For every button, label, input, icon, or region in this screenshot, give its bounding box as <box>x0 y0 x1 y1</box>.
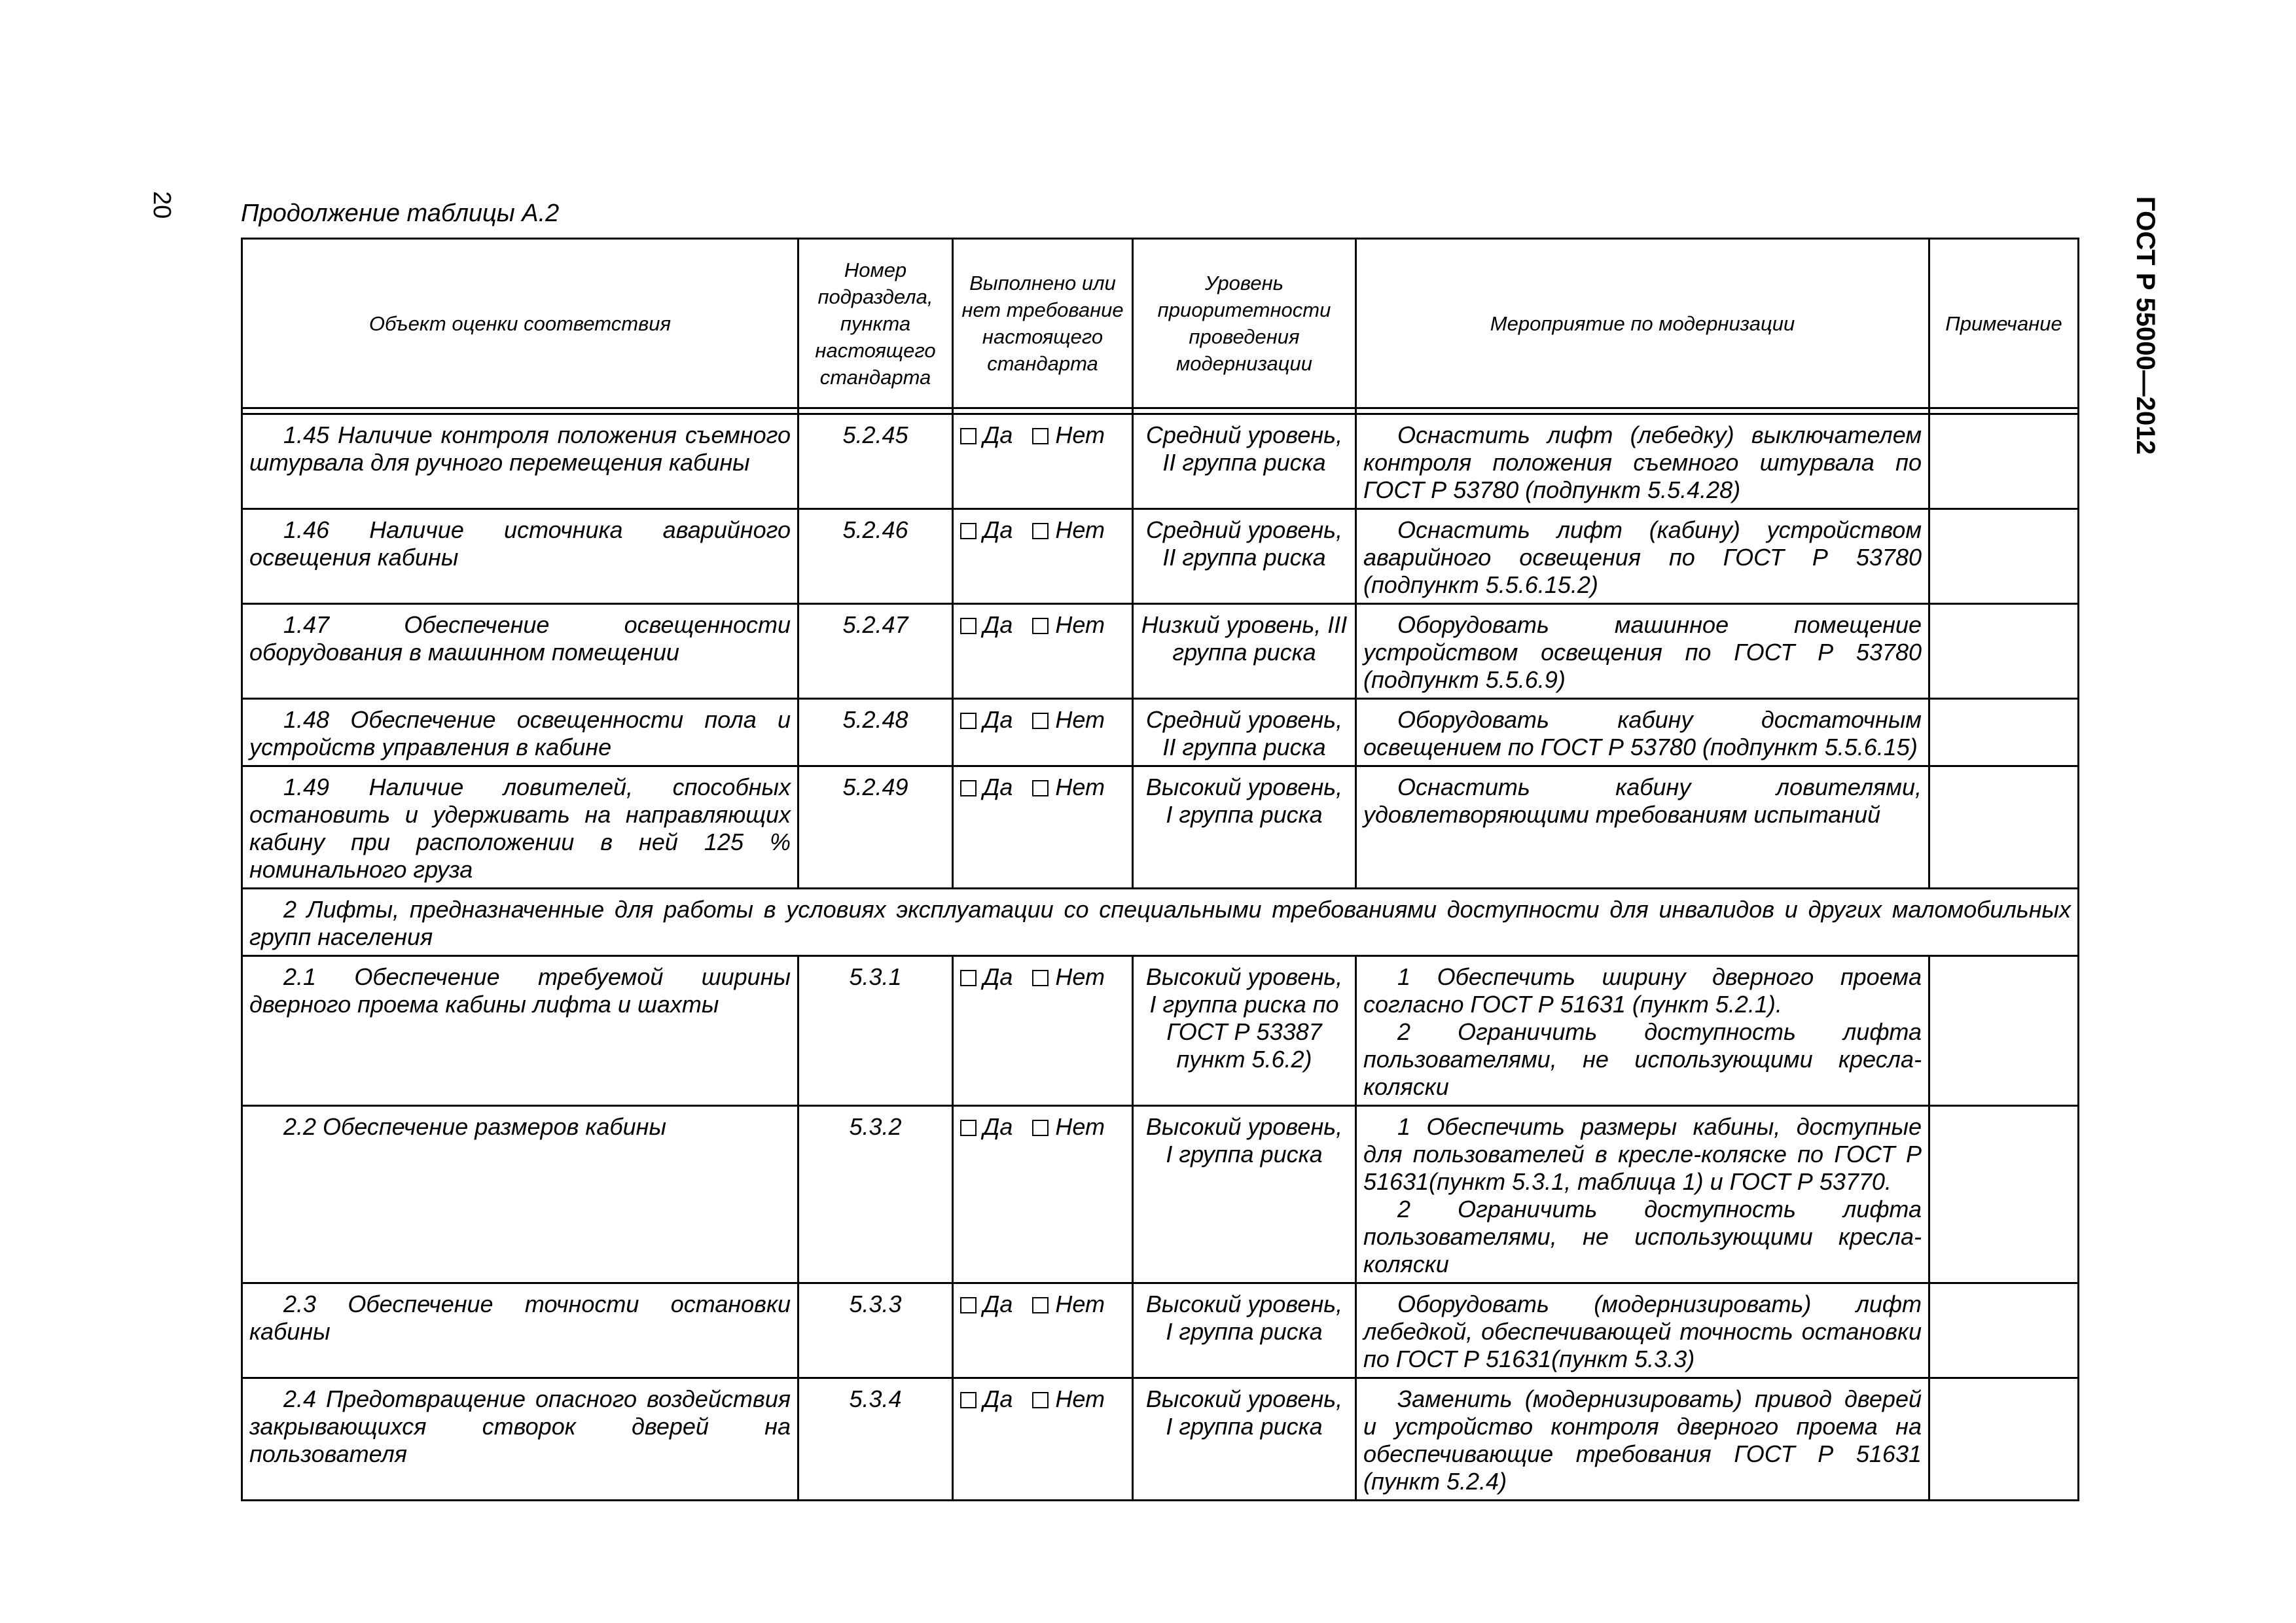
cell-object: 2.1 Обеспечение требуемой ширины дверного проема кабины лифта и шахты <box>242 956 798 1106</box>
measure-paragraph: Оснастить лифт (лебедку) выключателем контроля положения съемного штурвала по ГОСТ Р 53780 (подпункт 5.5.4.28) <box>1363 421 1922 503</box>
cell-clause: 5.2.48 <box>798 699 953 766</box>
cell-object: 1.45 Наличие контроля положения съемного штурвала для ручного перемещения кабины <box>242 414 798 509</box>
cell-measure <box>1356 766 1929 889</box>
cell-clause: 5.3.1 <box>798 956 953 1106</box>
cell-note <box>1929 699 2079 766</box>
cell-fulfilled <box>953 1106 1133 1283</box>
cell-priority: Высокий уровень, I группа риска <box>1133 1283 1356 1378</box>
option-no[interactable] <box>1032 774 1105 801</box>
cell-fulfilled <box>953 699 1133 766</box>
option-yes[interactable] <box>960 706 1013 734</box>
checkbox-label: Да <box>983 1385 1013 1412</box>
cell-measure <box>1356 414 1929 509</box>
checkbox-icon[interactable] <box>1032 428 1049 444</box>
option-yes[interactable] <box>960 516 1013 544</box>
checkbox-icon[interactable] <box>960 523 977 539</box>
cell-clause: 5.3.4 <box>798 1378 953 1501</box>
option-yes[interactable] <box>960 963 1013 991</box>
option-yes[interactable] <box>960 421 1013 449</box>
cell-note <box>1929 414 2079 509</box>
checkbox-label: Нет <box>1055 774 1105 800</box>
table-row <box>242 1283 2079 1378</box>
cell-priority: Низкий уровень, III группа риска <box>1133 604 1356 699</box>
header-clause: Номер подраздела, пункта настоящего стандарта <box>798 239 953 408</box>
header-measure: Мероприятие по модернизации <box>1356 239 1929 408</box>
checkbox-label: Нет <box>1055 706 1105 733</box>
cell-priority: Высокий уровень, I группа риска по ГОСТ Р 53387 пункт 5.6.2) <box>1133 956 1356 1106</box>
checkbox-icon[interactable] <box>960 780 977 796</box>
table-row <box>242 766 2079 889</box>
table-row <box>242 414 2079 509</box>
measure-paragraph: Оснастить лифт (кабину) устройством аварийного освещения по ГОСТ Р 53780 (подпункт 5.5.6.15.2) <box>1363 516 1922 598</box>
table-row <box>242 956 2079 1106</box>
option-no[interactable] <box>1032 611 1105 639</box>
cell-measure <box>1356 509 1929 604</box>
measure-paragraph: 1 Обеспечить размеры кабины, доступные для пользователей в кресле-коляске по ГОСТ Р 51631(пункт 5.3.1, таблица 1) и ГОСТ Р 53770. <box>1363 1113 1922 1195</box>
table-row <box>242 509 2079 604</box>
cell-priority: Высокий уровень, I группа риска <box>1133 766 1356 889</box>
checkbox-label: Да <box>983 421 1013 448</box>
checkbox-label: Да <box>983 1291 1013 1317</box>
cell-object: 1.48 Обеспечение освещенности пола и устройств управления в кабине <box>242 699 798 766</box>
cell-priority: Высокий уровень, I группа риска <box>1133 1106 1356 1283</box>
cell-measure <box>1356 1378 1929 1501</box>
checkbox-label: Нет <box>1055 421 1105 448</box>
option-no[interactable] <box>1032 1113 1105 1141</box>
cell-note <box>1929 956 2079 1106</box>
cell-clause: 5.2.49 <box>798 766 953 889</box>
option-no[interactable] <box>1032 1291 1105 1318</box>
table-caption: Продолжение таблицы А.2 <box>241 200 560 227</box>
measure-paragraph: Оснастить кабину ловителями, удовлетворяющими требованиям испытаний <box>1363 774 1922 828</box>
option-yes[interactable] <box>960 1113 1013 1141</box>
requirements-table <box>241 238 2079 1501</box>
cell-object: 1.46 Наличие источника аварийного освещения кабины <box>242 509 798 604</box>
cell-note <box>1929 1378 2079 1501</box>
checkbox-label: Нет <box>1055 1113 1105 1140</box>
checkbox-icon[interactable] <box>960 970 977 986</box>
checkbox-label: Нет <box>1055 1385 1105 1412</box>
table-body-section-1 <box>242 414 2079 889</box>
cell-object: 2.2 Обеспечение размеров кабины <box>242 1106 798 1283</box>
cell-measure <box>1356 1283 1929 1378</box>
option-yes[interactable] <box>960 1291 1013 1318</box>
option-no[interactable] <box>1032 421 1105 449</box>
header-object: Объект оценки соответствия <box>242 239 798 408</box>
checkbox-icon[interactable] <box>1032 780 1049 796</box>
cell-measure <box>1356 604 1929 699</box>
option-yes[interactable] <box>960 611 1013 639</box>
table-row <box>242 699 2079 766</box>
cell-measure <box>1356 699 1929 766</box>
cell-object: 1.47 Обеспечение освещенности оборудования в машинном помещении <box>242 604 798 699</box>
checkbox-label: Да <box>983 774 1013 800</box>
cell-note <box>1929 1283 2079 1378</box>
header-priority: Уровень приоритетности проведения модернизации <box>1133 239 1356 408</box>
cell-fulfilled <box>953 1283 1133 1378</box>
option-no[interactable] <box>1032 1385 1105 1413</box>
cell-object: 2.4 Предотвращение опасного воздействия закрывающихся створок дверей на пользователя <box>242 1378 798 1501</box>
checkbox-icon[interactable] <box>1032 1120 1049 1136</box>
option-yes[interactable] <box>960 1385 1013 1413</box>
checkbox-label: Нет <box>1055 963 1105 990</box>
cell-fulfilled <box>953 766 1133 889</box>
checkbox-label: Да <box>983 516 1013 543</box>
checkbox-icon[interactable] <box>960 618 977 634</box>
cell-note <box>1929 604 2079 699</box>
section-row <box>242 889 2079 956</box>
cell-measure <box>1356 956 1929 1106</box>
cell-note <box>1929 766 2079 889</box>
cell-measure <box>1356 1106 1929 1283</box>
checkbox-icon[interactable] <box>960 1120 977 1136</box>
cell-clause: 5.2.46 <box>798 509 953 604</box>
option-no[interactable] <box>1032 706 1105 734</box>
measure-paragraph: Оборудовать (модернизировать) лифт лебедкой, обеспечивающей точность остановки по ГОСТ Р 51631(пункт 5.3.3) <box>1363 1291 1922 1372</box>
cell-priority: Средний уровень, II группа риска <box>1133 414 1356 509</box>
document-code: ГОСТ Р 55000—2012 <box>2131 196 2160 455</box>
cell-fulfilled <box>953 414 1133 509</box>
table-row <box>242 604 2079 699</box>
table-row <box>242 1106 2079 1283</box>
cell-note <box>1929 1106 2079 1283</box>
cell-priority: Высокий уровень, I группа риска <box>1133 1378 1356 1501</box>
measure-paragraph: Заменить (модернизировать) привод дверей и устройство контроля дверного проема на обеспечивающие требования ГОСТ Р 51631 (пункт 5.2.4) <box>1363 1385 1922 1495</box>
checkbox-label: Нет <box>1055 1291 1105 1317</box>
cell-priority: Средний уровень, II группа риска <box>1133 699 1356 766</box>
checkbox-icon[interactable] <box>960 428 977 444</box>
checkbox-icon[interactable] <box>1032 970 1049 986</box>
checkbox-icon[interactable] <box>1032 523 1049 539</box>
checkbox-label: Нет <box>1055 516 1105 543</box>
option-no[interactable] <box>1032 516 1105 544</box>
header-fulfilled: Выполнено или нет требование настоящего стандарта <box>953 239 1133 408</box>
checkbox-label: Да <box>983 706 1013 733</box>
checkbox-label: Да <box>983 611 1013 638</box>
table-row <box>242 1378 2079 1501</box>
cell-priority: Средний уровень, II группа риска <box>1133 509 1356 604</box>
cell-clause: 5.2.45 <box>798 414 953 509</box>
table-header-row <box>242 239 2079 408</box>
checkbox-icon[interactable] <box>960 713 977 729</box>
measure-paragraph: Оборудовать машинное помещение устройством освещения по ГОСТ Р 53780 (подпункт 5.5.6.9) <box>1363 611 1922 693</box>
measure-paragraph: Оборудовать кабину достаточным освещением по ГОСТ Р 53780 (подпункт 5.5.6.15) <box>1363 706 1922 760</box>
cell-clause: 5.2.47 <box>798 604 953 699</box>
header-separator <box>242 408 2079 414</box>
checkbox-label: Да <box>983 1113 1013 1140</box>
checkbox-icon[interactable] <box>1032 1392 1049 1408</box>
cell-fulfilled <box>953 1378 1133 1501</box>
option-yes[interactable] <box>960 774 1013 801</box>
cell-fulfilled <box>953 509 1133 604</box>
cell-object: 1.49 Наличие ловителей, способных остановить и удерживать на направляющих кабину при расположении в ней 125 % номинального груза <box>242 766 798 889</box>
checkbox-label: Да <box>983 963 1013 990</box>
checkbox-icon[interactable] <box>960 1297 977 1313</box>
cell-fulfilled <box>953 604 1133 699</box>
page-number: 20 <box>148 191 175 219</box>
measure-paragraph: 1 Обеспечить ширину дверного проема согласно ГОСТ Р 51631 (пункт 5.2.1). <box>1363 963 1922 1018</box>
checkbox-label: Нет <box>1055 611 1105 638</box>
checkbox-icon[interactable] <box>1032 618 1049 634</box>
table-body-section-title <box>242 889 2079 956</box>
option-no[interactable] <box>1032 963 1105 991</box>
cell-note <box>1929 509 2079 604</box>
measure-paragraph: 2 Ограничить доступность лифта пользователями, не использующими кресла-коляски <box>1363 1018 1922 1100</box>
checkbox-icon[interactable] <box>1032 1297 1049 1313</box>
header-note: Примечание <box>1929 239 2079 408</box>
cell-clause: 5.3.3 <box>798 1283 953 1378</box>
checkbox-icon[interactable] <box>1032 713 1049 729</box>
cell-object: 2.3 Обеспечение точности остановки кабины <box>242 1283 798 1378</box>
cell-clause: 5.3.2 <box>798 1106 953 1283</box>
table-body-section-2 <box>242 956 2079 1501</box>
section-title: 2 Лифты, предназначенные для работы в условиях эксплуатации со специальными требованиями доступности для инвалидов и других маломобильных групп населения <box>242 889 2079 956</box>
cell-fulfilled <box>953 956 1133 1106</box>
measure-paragraph: 2 Ограничить доступность лифта пользователями, не использующими кресла-коляски <box>1363 1196 1922 1277</box>
checkbox-icon[interactable] <box>960 1392 977 1408</box>
